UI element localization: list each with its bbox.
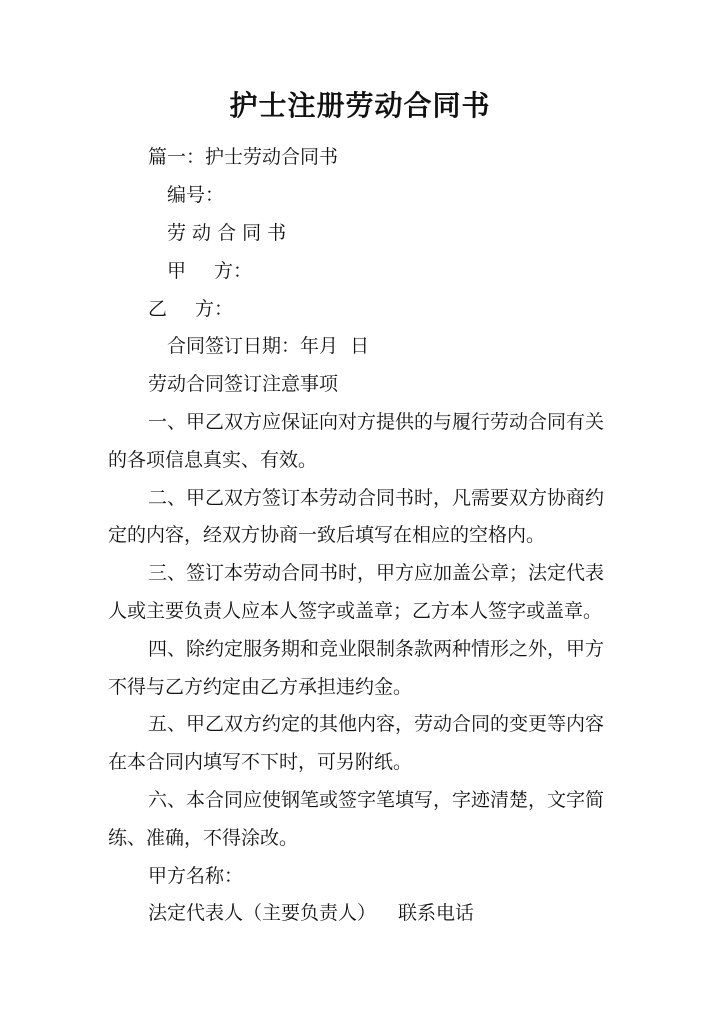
notes-heading: 劳动合同签订注意事项 xyxy=(148,373,339,395)
sign-date-line: 合同签订日期：年月 日 xyxy=(167,335,370,357)
note-item-1-line-2: 的各项信息真实、有效。 xyxy=(108,449,318,471)
note-item-2-line-1: 二、甲乙双方签订本劳动合同书时，凡需要双方协商约 xyxy=(148,487,605,509)
party-b-line xyxy=(148,297,658,321)
note-item-2-line-2: 定的内容，经双方协商一致后填写在相应的空格内。 xyxy=(108,524,546,546)
document-title: 护士注册劳动合同书 xyxy=(229,89,491,122)
note-item-5-line-2: 在本合同内填写不下时，可另附纸。 xyxy=(108,751,413,773)
party-a-label-char: 甲 xyxy=(167,260,187,282)
note-item-4-line-1: 四、除约定服务期和竞业限制条款两种情形之外，甲方 xyxy=(148,638,605,660)
note-item-3-line-2: 人或主要负责人应本人签字或盖章；乙方本人签字或盖章。 xyxy=(108,600,603,622)
note-item-6-line-1: 六、本合同应使钢笔或签字笔填写，字迹清楚，文字简 xyxy=(148,789,605,811)
party-a-label-suffix: 方： xyxy=(214,260,253,282)
contact-phone-label: 联系电话 xyxy=(398,902,475,924)
party-a-name-label: 甲方名称： xyxy=(148,865,244,887)
contract-subtitle: 劳 动 合 同 书 xyxy=(167,222,287,244)
party-a-line xyxy=(167,259,677,283)
number-label: 编号： xyxy=(167,184,225,206)
legal-rep-label: 法定代表人（主要负责人） xyxy=(148,902,377,924)
party-b-label-char: 乙 xyxy=(148,298,168,320)
note-item-1-line-1: 一、甲乙双方应保证向对方提供的与履行劳动合同有关 xyxy=(148,411,605,433)
note-item-5-line-1: 五、甲乙双方约定的其他内容，劳动合同的变更等内容 xyxy=(148,713,605,735)
legal-rep-line xyxy=(148,901,658,925)
party-b-label-suffix: 方： xyxy=(195,298,234,320)
note-item-3-line-1: 三、签订本劳动合同书时，甲方应加盖公章；法定代表 xyxy=(148,562,605,584)
section-heading: 篇一：护士劳动合同书 xyxy=(148,146,339,168)
note-item-4-line-2: 不得与乙方约定由乙方承担违约金。 xyxy=(108,676,413,698)
note-item-6-line-2: 练、准确，不得涂改。 xyxy=(108,827,299,849)
